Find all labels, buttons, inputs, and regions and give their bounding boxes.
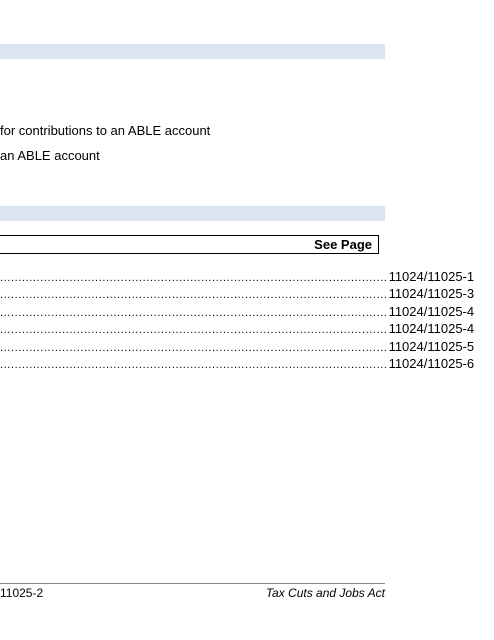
footer-page-number: 11025-2: [0, 586, 44, 600]
toc-page-ref[interactable]: 11024/11025-3: [388, 286, 475, 302]
toc-page-ref[interactable]: 11024/11025-4: [388, 321, 475, 337]
section-header-band: [0, 44, 385, 59]
body-text-line: for contributions to an ABLE account: [0, 123, 211, 138]
toc-dot-leader: ..........................................................................................................: [0, 306, 388, 319]
toc-dot-leader: ..........................................................................................................: [0, 341, 388, 354]
body-text-line: an ABLE account: [0, 148, 100, 163]
toc-header-box: [0, 235, 379, 254]
toc-dot-leader: ..........................................................................................................: [0, 272, 388, 284]
toc-dot-leader: ..........................................................................................................: [0, 358, 388, 371]
table-of-contents: [0, 268, 475, 372]
footer-divider: [0, 583, 385, 584]
toc-row[interactable]: [0, 285, 475, 302]
toc-dot-leader: ..........................................................................................................: [0, 289, 388, 302]
toc-row[interactable]: [0, 355, 475, 372]
toc-page-ref[interactable]: 11024/11025-5: [388, 338, 475, 354]
toc-page-ref[interactable]: 11024/11025-1: [388, 269, 475, 284]
toc-row[interactable]: [0, 320, 475, 337]
footer-publication-title: Tax Cuts and Jobs Act: [265, 586, 385, 600]
toc-row[interactable]: [0, 338, 475, 355]
section-header-band: [0, 206, 385, 221]
toc-dot-leader: ..........................................................................................................: [0, 324, 388, 337]
toc-page-ref[interactable]: 11024/11025-6: [388, 355, 475, 371]
toc-page-ref[interactable]: 11024/11025-4: [388, 303, 475, 319]
toc-row[interactable]: [0, 303, 475, 320]
toc-row[interactable]: [0, 268, 475, 285]
see-page-heading: See Page: [314, 237, 372, 252]
